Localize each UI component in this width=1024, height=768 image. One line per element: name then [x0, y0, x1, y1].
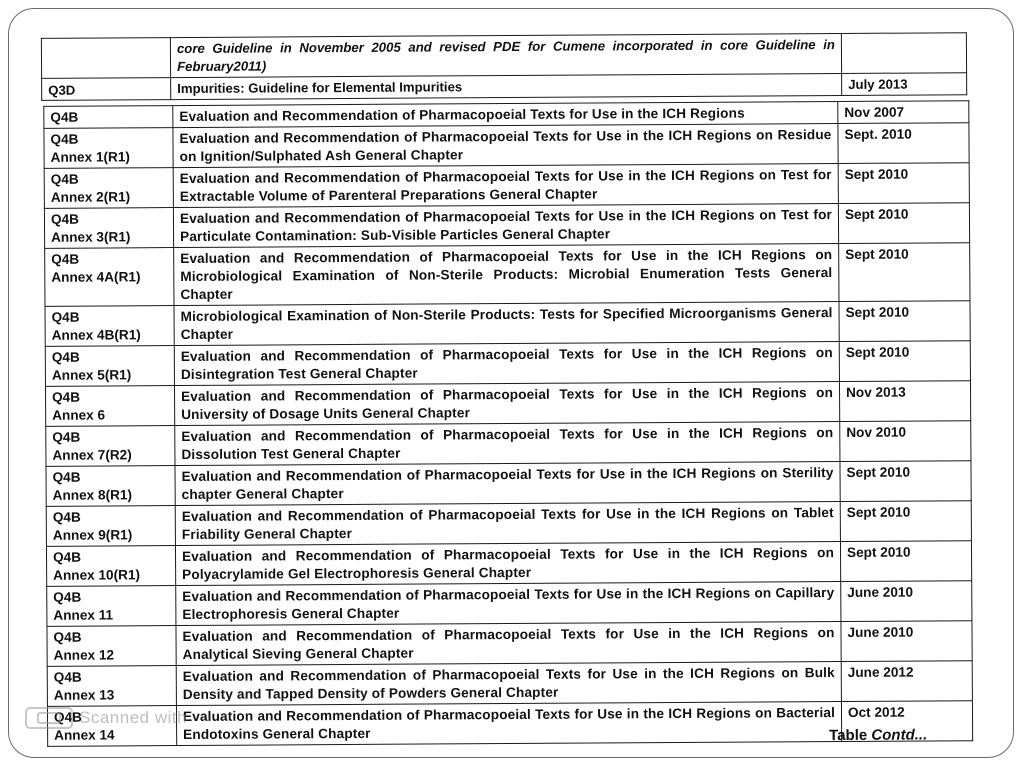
- annex-label: Annex 4A(R1): [51, 269, 141, 285]
- description-cell: Evaluation and Recommendation of Pharmacopoeial Texts for Use in the ICH Regions on Polyacrylamide Gel Electrophoresis General Chapter: [175, 541, 840, 585]
- table-row: [47, 661, 972, 707]
- table-row: [46, 421, 971, 467]
- table-row: [47, 581, 972, 627]
- code-cell: [47, 586, 176, 627]
- guideline-code: Q4B: [50, 211, 79, 227]
- description-cell: Evaluation and Recommendation of Pharmacopoeial Texts for Use in the ICH Regions on Capillary Electrophoresis General Chapter: [176, 581, 841, 625]
- description-cell: Evaluation and Recommendation of Pharmacopoeial Texts for Use in the ICH Regions on Residue on Ignition/Sulphated Ash General Chapter: [173, 124, 838, 168]
- code-cell: [45, 346, 174, 387]
- code-cell: [45, 248, 174, 307]
- table-row: [44, 163, 969, 209]
- table-row: [46, 541, 971, 587]
- table-row: [46, 461, 971, 507]
- table-row: [45, 381, 970, 427]
- annex-label: Annex 3(R1): [51, 229, 131, 245]
- description-cell: Evaluation and Recommendation of Pharmacopoeial Texts for Use in the ICH Regions on Bulk Density and Tapped Density of Powders General Chapter: [176, 661, 841, 705]
- code-cell: [47, 626, 176, 667]
- annex-label: Annex 6: [52, 407, 106, 423]
- annex-label: Annex 12: [53, 647, 115, 663]
- description-cell: Impurities: Guideline for Elemental Impurities: [171, 73, 842, 99]
- annex-label: Annex 5(R1): [51, 367, 132, 383]
- description-cell: Evaluation and Recommendation of Pharmacopoeial Texts for Use in the ICH Regions: [173, 102, 838, 128]
- annex-label: Annex 14: [54, 727, 115, 743]
- annex-label: Annex 9(R1): [52, 527, 133, 543]
- description-cell: Evaluation and Recommendation of Pharmacopoeial Texts for Use in the ICH Regions on Bacterial Endotoxins General Chapter: [176, 701, 841, 745]
- date-cell: Oct 2012: [841, 701, 972, 742]
- annex-label: Annex 8(R1): [52, 487, 133, 503]
- annex-label: Annex 2(R1): [50, 189, 131, 205]
- guideline-code: Q4B: [50, 171, 79, 187]
- code-cell: [45, 386, 174, 427]
- description-cell: Evaluation and Recommendation of Pharmacopoeial Texts for Use in the ICH Regions on Test for Particulate Contamination: Sub-Visible Particles General Chapter: [173, 204, 838, 248]
- annex-label: Annex 10(R1): [53, 567, 141, 583]
- code-cell: [46, 466, 175, 507]
- date-cell: June 2012: [841, 661, 972, 702]
- description-cell: Evaluation and Recommendation of Pharmacopoeial Texts for Use in the ICH Regions on Disintegration Test General Chapter: [174, 342, 839, 386]
- guideline-code: Q4B: [52, 549, 82, 565]
- code-cell: [44, 128, 173, 169]
- annex-label: Annex 13: [53, 687, 115, 703]
- table-row: [46, 501, 971, 547]
- guideline-code: Q4B: [52, 389, 81, 405]
- guideline-code: Q4B: [51, 251, 80, 267]
- table-row: [44, 203, 969, 249]
- date-cell: Sept. 2010: [838, 123, 969, 164]
- code-cell: [46, 506, 175, 547]
- guideline-code: Q4B: [53, 629, 82, 645]
- guideline-code: Q4B: [50, 109, 79, 125]
- scanner-logo-icon: [25, 707, 73, 729]
- table-row: [45, 243, 970, 307]
- description-cell: Evaluation and Recommendation of Pharmacopoeial Texts for Use in the ICH Regions on Test for Extractable Volume of Parenteral Preparations General Chapter: [173, 164, 838, 208]
- date-cell: Sept 2010: [838, 163, 969, 204]
- code-cell: [44, 168, 173, 209]
- table-row: [45, 341, 970, 387]
- code-cell: [46, 426, 175, 467]
- table-row: [41, 33, 966, 79]
- watermark-text: Scanned with: [79, 708, 188, 727]
- table-continued-note: [829, 726, 927, 744]
- description-cell: Evaluation and Recommendation of Pharmacopoeial Texts for Use in the ICH Regions on Dissolution Test General Chapter: [175, 421, 840, 465]
- date-cell: June 2010: [841, 581, 972, 622]
- contd-word: Contd...: [871, 726, 928, 744]
- guideline-code: Q4B: [53, 669, 82, 685]
- table-word: Table: [829, 726, 868, 745]
- description-cell: Evaluation and Recommendation of Pharmacopoeial Texts for Use in the ICH Regions on Tablet Friability General Chapter: [175, 501, 840, 545]
- guideline-code: Q4B: [52, 429, 81, 445]
- guideline-code: Q4B: [52, 509, 81, 525]
- code-cell: [46, 546, 175, 587]
- guideline-code: Q4B: [53, 709, 83, 725]
- code-cell: Q3D: [42, 78, 171, 101]
- code-cell: [41, 38, 170, 79]
- date-cell: Nov 2013: [839, 381, 970, 422]
- date-cell: Sept 2010: [839, 341, 970, 382]
- guideline-code: Q4B: [52, 469, 81, 485]
- code-cell: [47, 666, 176, 707]
- guideline-code: Q4B: [50, 131, 79, 147]
- date-cell: Sept 2010: [839, 243, 970, 302]
- guideline-code: Q4B: [51, 309, 80, 325]
- date-cell: [841, 33, 966, 74]
- guidelines-table-top: [41, 32, 967, 101]
- date-cell: Sept 2010: [840, 541, 971, 582]
- slide-frame: [8, 8, 1014, 758]
- annex-label: Annex 7(R2): [52, 447, 132, 463]
- annex-label: Annex 4B(R1): [51, 327, 141, 343]
- description-cell: Evaluation and Recommendation of Pharmacopoeial Texts for Use in the ICH Regions on University of Dosage Units General Chapter: [174, 381, 839, 425]
- code-cell: [45, 306, 174, 347]
- date-cell: July 2013: [842, 73, 967, 96]
- scanner-watermark: [25, 707, 187, 729]
- description-cell: core Guideline in November 2005 and revised PDE for Cumene incorporated in core Guideline in February2011): [170, 33, 841, 77]
- date-cell: Sept 2010: [840, 461, 971, 502]
- guideline-code: Q4B: [53, 589, 82, 605]
- code-cell: [44, 106, 173, 129]
- description-cell: Evaluation and Recommendation of Pharmacopoeial Texts for Use in the ICH Regions on Sterility chapter General Chapter: [175, 461, 840, 505]
- table-row: [42, 73, 967, 101]
- table-body: [44, 101, 973, 747]
- guidelines-table-q4b: [43, 100, 973, 747]
- date-cell: Sept 2010: [840, 501, 971, 542]
- scanned-page: [35, 20, 989, 752]
- description-cell: Evaluation and Recommendation of Pharmacopoeial Texts for Use in the ICH Regions on Analytical Sieving General Chapter: [176, 621, 841, 665]
- date-cell: June 2010: [841, 621, 972, 662]
- table-row: [44, 123, 969, 169]
- table-row: [45, 301, 970, 347]
- date-cell: Nov 2010: [840, 421, 971, 462]
- date-cell: Sept 2010: [838, 203, 969, 244]
- description-cell: Evaluation and Recommendation of Pharmacopoeial Texts for Use in the ICH Regions on Microbiological Examination of Non-Sterile Products: Microbial Enumeration Tests General Chapter: [174, 244, 839, 306]
- guideline-code: Q4B: [51, 349, 80, 365]
- annex-label: Annex 1(R1): [50, 149, 130, 165]
- annex-label: Annex 11: [53, 607, 114, 623]
- date-cell: Sept 2010: [839, 301, 970, 342]
- date-cell: Nov 2007: [838, 101, 969, 124]
- code-cell: [44, 208, 173, 249]
- description-cell: Microbiological Examination of Non-Sterile Products: Tests for Specified Microorganisms General Chapter: [174, 302, 839, 346]
- table-row: [47, 621, 972, 667]
